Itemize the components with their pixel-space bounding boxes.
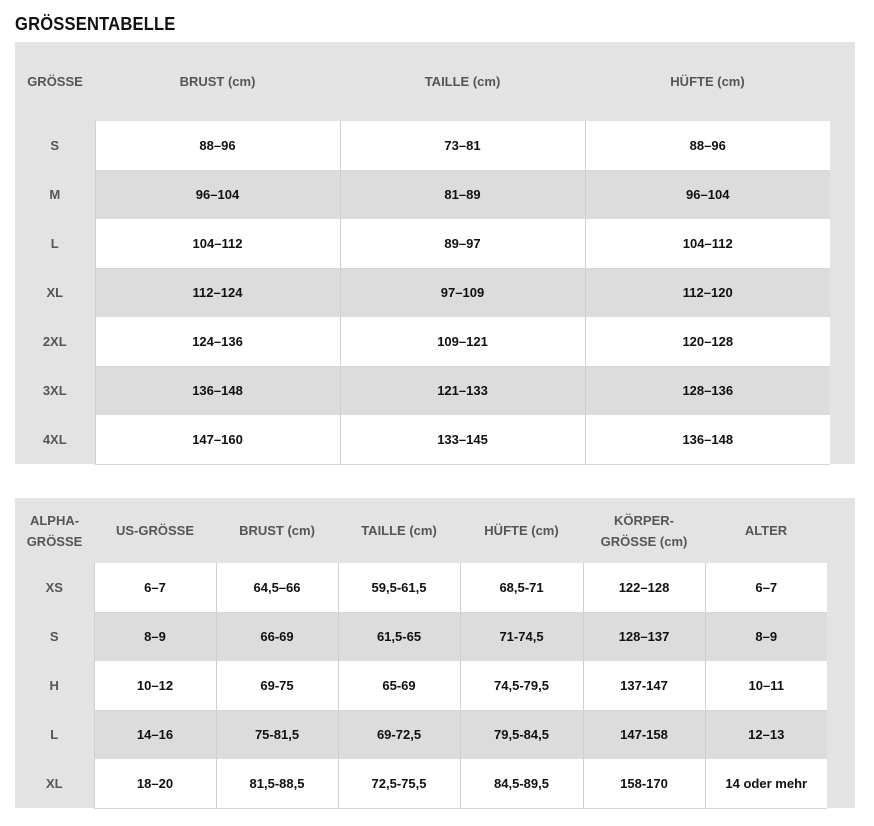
size-label-cell: XL — [46, 285, 64, 300]
kids-size-table — [15, 498, 827, 809]
table-cell: 88–96 — [95, 121, 340, 170]
table-cell: 79,5-84,5 — [460, 710, 583, 759]
size-label-cell: 3XL — [42, 383, 67, 398]
table-cell: 66-69 — [216, 612, 338, 661]
adult-size-table — [15, 42, 830, 465]
table-cell: 72,5-75,5 — [338, 759, 460, 808]
size-label-cell: XS — [45, 580, 63, 595]
table-row — [15, 710, 827, 759]
table-cell: 136–148 — [95, 366, 340, 415]
table-cell: 104–112 — [585, 219, 830, 268]
table-row — [15, 170, 830, 219]
kids-size-table-panel — [15, 498, 855, 808]
table-cell: 61,5-65 — [338, 612, 460, 661]
table-cell: 10–11 — [705, 661, 827, 710]
header-waist: TAILLE (cm) — [424, 74, 501, 89]
table-row — [15, 612, 827, 661]
table-cell: 73–81 — [340, 121, 585, 170]
table-cell: 120–128 — [585, 317, 830, 366]
table-cell: 133–145 — [340, 415, 585, 464]
table-cell: 147-158 — [583, 710, 705, 759]
table-cell: 68,5-71 — [460, 563, 583, 612]
table-cell: 109–121 — [340, 317, 585, 366]
table-cell: 65-69 — [338, 661, 460, 710]
table-header-row — [15, 498, 827, 563]
header-us-size: US-GRÖSSE — [115, 523, 194, 538]
table-cell: 64,5–66 — [216, 563, 338, 612]
size-label-cell: 2XL — [42, 334, 67, 349]
table-row — [15, 366, 830, 415]
header-age: ALTER — [744, 523, 788, 538]
header-alpha-size: ALPHA- GRÖSSE — [26, 512, 83, 549]
table-cell: 8–9 — [705, 612, 827, 661]
table-cell: 12–13 — [705, 710, 827, 759]
table-cell: 18–20 — [94, 759, 216, 808]
table-cell: 158-170 — [583, 759, 705, 808]
table-cell: 84,5-89,5 — [460, 759, 583, 808]
table-cell: 6–7 — [705, 563, 827, 612]
table-row — [15, 759, 827, 808]
header-hip: HÜFTE (cm) — [484, 523, 559, 538]
table-row — [15, 415, 830, 464]
size-label-cell: M — [49, 187, 61, 202]
header-chest: BRUST (cm) — [179, 74, 256, 89]
table-cell: 124–136 — [95, 317, 340, 366]
adult-size-table-panel — [15, 42, 855, 464]
header-body-height: KÖRPER- GRÖSSE (cm) — [600, 512, 688, 549]
table-cell: 112–120 — [585, 268, 830, 317]
table-cell: 104–112 — [95, 219, 340, 268]
table-header-row — [15, 42, 830, 121]
table-row — [15, 219, 830, 268]
table-cell: 81–89 — [340, 170, 585, 219]
table-cell: 96–104 — [585, 170, 830, 219]
table-cell: 147–160 — [95, 415, 340, 464]
header-waist: TAILLE (cm) — [361, 523, 437, 538]
table-cell: 10–12 — [94, 661, 216, 710]
header-hip: HÜFTE (cm) — [670, 74, 745, 89]
table-cell: 59,5-61,5 — [338, 563, 460, 612]
table-cell: 96–104 — [95, 170, 340, 219]
table-row — [15, 317, 830, 366]
table-cell: 89–97 — [340, 219, 585, 268]
table-row — [15, 268, 830, 317]
table-cell: 69-75 — [216, 661, 338, 710]
table-cell: 6–7 — [94, 563, 216, 612]
table-cell: 128–136 — [585, 366, 830, 415]
table-cell: 75-81,5 — [216, 710, 338, 759]
size-label-cell: XL — [45, 776, 63, 791]
table-row — [15, 661, 827, 710]
table-cell: 137-147 — [583, 661, 705, 710]
size-label-cell: L — [50, 236, 59, 251]
size-label-cell: L — [50, 727, 59, 742]
size-label-cell: H — [49, 678, 59, 693]
size-label-cell: S — [49, 629, 59, 644]
table-row — [15, 121, 830, 170]
table-cell: 14–16 — [94, 710, 216, 759]
table-cell: 136–148 — [585, 415, 830, 464]
size-label-cell: S — [50, 138, 60, 153]
table-cell: 74,5-79,5 — [460, 661, 583, 710]
header-chest: BRUST (cm) — [239, 523, 315, 538]
table-cell: 88–96 — [585, 121, 830, 170]
table-cell: 69-72,5 — [338, 710, 460, 759]
page-title: GRÖSSENTABELLE — [15, 14, 176, 34]
header-size: GRÖSSE — [27, 74, 83, 89]
table-row — [15, 563, 827, 612]
table-cell: 121–133 — [340, 366, 585, 415]
table-cell: 128–137 — [583, 612, 705, 661]
size-label-cell: 4XL — [42, 432, 67, 447]
table-cell: 14 oder mehr — [705, 759, 827, 808]
table-cell: 112–124 — [95, 268, 340, 317]
table-cell: 71-74,5 — [460, 612, 583, 661]
table-cell: 81,5-88,5 — [216, 759, 338, 808]
table-cell: 97–109 — [340, 268, 585, 317]
table-cell: 8–9 — [94, 612, 216, 661]
table-cell: 122–128 — [583, 563, 705, 612]
